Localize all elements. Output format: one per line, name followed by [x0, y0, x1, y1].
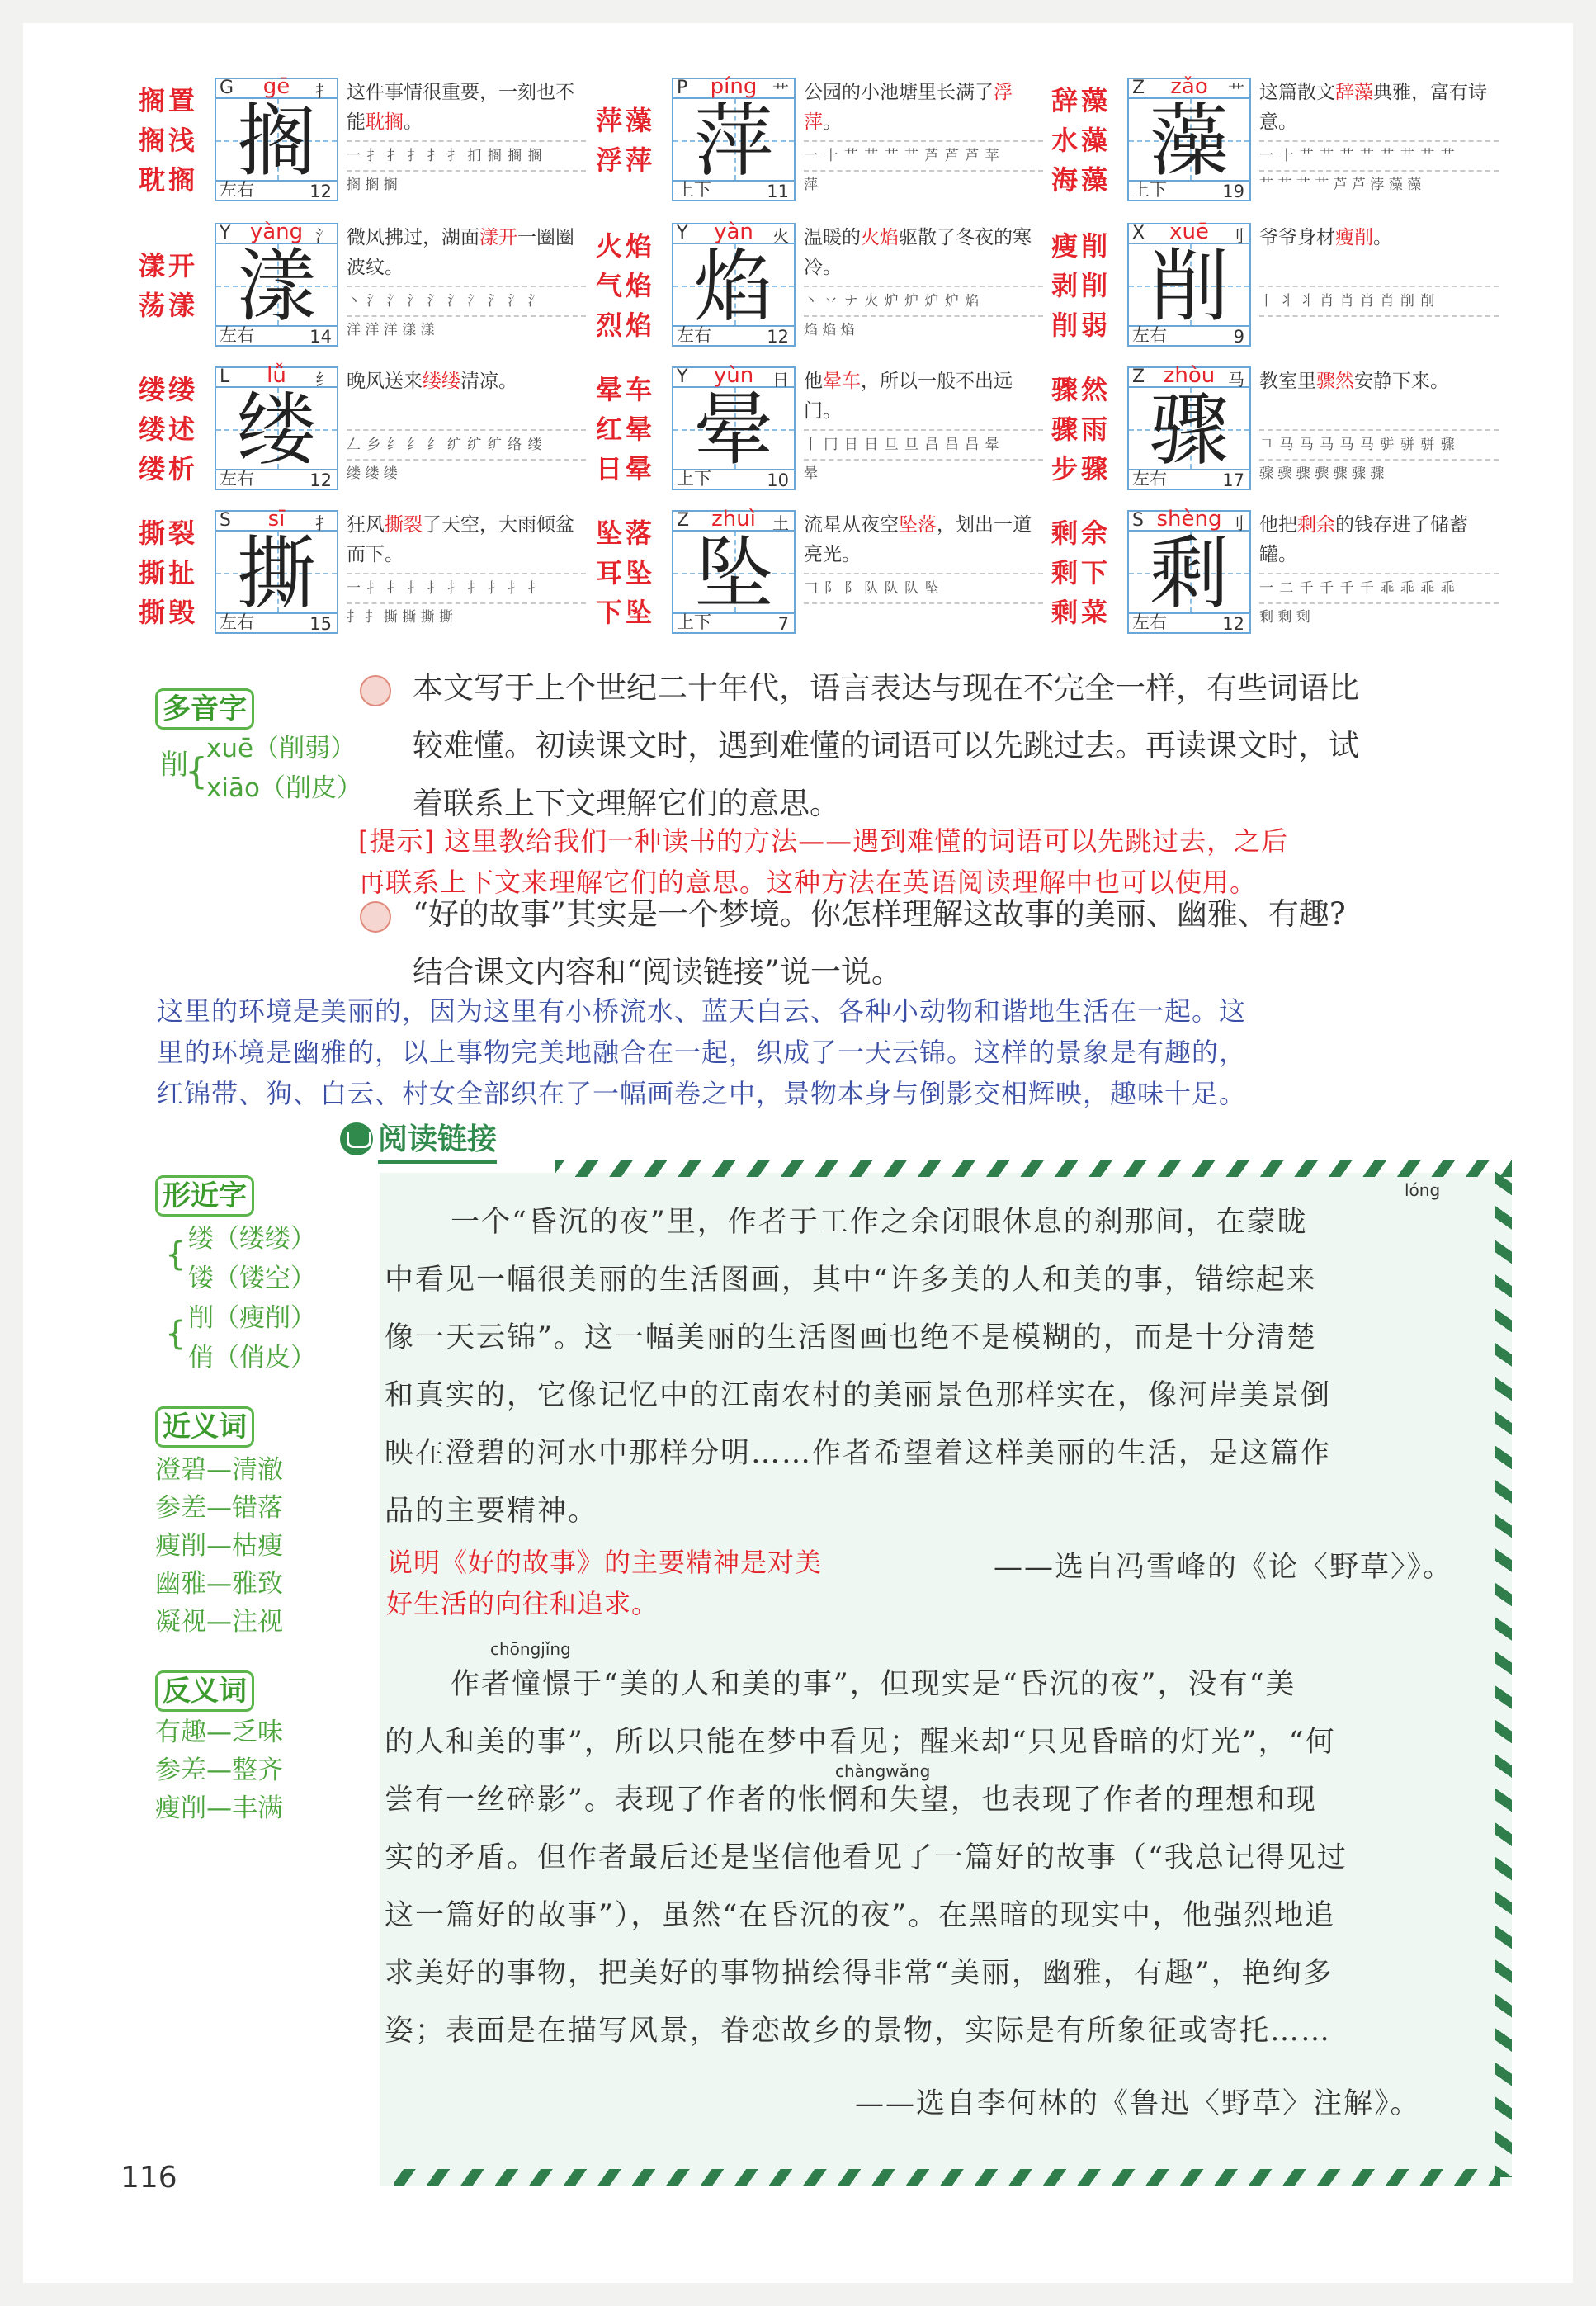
- word: 下坠: [596, 597, 656, 628]
- word: 水藻: [1051, 125, 1112, 156]
- word-list: [139, 366, 208, 492]
- word: 剩菜: [1051, 597, 1112, 628]
- initial: Y: [677, 366, 688, 387]
- word-list: [596, 223, 665, 348]
- tian-grid-box: [215, 363, 338, 490]
- stroke-order: 一 十 艹 艹 艹 艹 艹 艹 艹 艹: [1259, 140, 1499, 170]
- structure: 左右: [220, 325, 254, 345]
- example-sentence: 这件事情很重要，一刻也不能耽搁。: [347, 82, 574, 133]
- example-sentence: 公园的小池塘里长满了浮萍。: [804, 82, 1013, 133]
- example: [804, 510, 1043, 634]
- passage2-source: ——选自李何林的《鲁迅〈野草〉注解》。: [855, 2087, 1421, 2120]
- pinyin: zhòu: [1163, 363, 1216, 388]
- radical: 氵: [315, 226, 332, 246]
- tian-grid-box: [1127, 507, 1251, 634]
- example-sentence: 这篇散文辞藻典雅，富有诗意。: [1259, 82, 1487, 133]
- character: 缕: [237, 384, 316, 476]
- tian-grid-box: [672, 74, 796, 201]
- tian-grid-box: [1127, 220, 1251, 347]
- character-card: [1051, 74, 1497, 203]
- pinyin: shèng: [1156, 507, 1222, 532]
- structure: 左右: [1132, 612, 1167, 632]
- duoyinzi-char: 削: [160, 749, 188, 782]
- word: 骤雨: [1051, 413, 1112, 445]
- word: 浮萍: [596, 144, 656, 176]
- example-sentence: 他晕车，所以一般不出远门。: [804, 371, 1013, 422]
- brace: {: [165, 1315, 187, 1353]
- stroke-count: 12: [767, 327, 789, 347]
- pinyin: xuē: [1169, 220, 1209, 244]
- character-card: [139, 507, 584, 636]
- tian-grid-box: [672, 507, 796, 634]
- word: 海藻: [1051, 164, 1112, 196]
- structure: 左右: [1132, 325, 1167, 345]
- word: 荡漾: [139, 290, 199, 321]
- radical: 土: [772, 513, 789, 533]
- character: 藻: [1150, 95, 1229, 187]
- jinyici-tag: 近义词: [155, 1406, 254, 1448]
- answer-line-1: 这里的环境是美丽的，因为这里有小桥流水、蓝天白云、各种小动物和谐地生活在一起。这: [157, 995, 1247, 1027]
- structure: 上下: [1132, 180, 1167, 200]
- initial: S: [1132, 510, 1144, 531]
- page: [23, 23, 1573, 2283]
- tian-grid-box: [672, 363, 796, 490]
- structure: 上下: [677, 180, 711, 200]
- passage-line: 中看见一幅很美丽的生活图画，其中“许多美的人和美的事，错综起来: [385, 1264, 1317, 1297]
- stripe-border: [555, 1160, 1512, 1177]
- radical: 火: [772, 226, 789, 246]
- character-card: [596, 74, 1041, 203]
- question-icon: [360, 675, 391, 706]
- stroke-order: 𠃌 阝 阝 队 队 队 坠: [804, 573, 1043, 602]
- initial: Z: [1132, 78, 1145, 98]
- character: 搁: [237, 95, 316, 187]
- stroke-order: 𠃋 乡 纟 纟 纟 纩 纩 纩 络 缕: [347, 429, 586, 459]
- passage-line: 的人和美的事”，所以只能在梦中看见；醒来却“只见昏暗的灯光”，“何: [385, 1726, 1336, 1759]
- stroke-order: 缕 缕 缕: [347, 459, 586, 487]
- initial: Y: [677, 223, 688, 243]
- pinyin: gē: [262, 74, 290, 99]
- list-item: 幽雅—雅致: [155, 1569, 283, 1599]
- character-card: [1051, 220, 1497, 348]
- initial: P: [677, 78, 688, 98]
- character-card: [139, 74, 584, 203]
- initial: S: [220, 510, 231, 531]
- character: 骤: [1150, 384, 1229, 476]
- example-sentence: 教室里骤然安静下来。: [1259, 371, 1449, 392]
- radical: 扌: [315, 81, 332, 101]
- word: 辞藻: [1051, 85, 1112, 116]
- stroke-count: 10: [767, 470, 789, 490]
- passage-line: 这一篇好的故事”），虽然“在昏沉的夜”。在黑暗的现实中，他强烈地追: [385, 1899, 1336, 1932]
- tian-grid-box: [1127, 74, 1251, 201]
- stripe-border: [1495, 1170, 1512, 2177]
- passage-line: 品的主要精神。: [385, 1495, 599, 1528]
- stroke-order: [804, 602, 1043, 604]
- character: 坠: [694, 527, 773, 620]
- q1-line-2: 较难懂。初读课文时，遇到难懂的词语可以先跳过去。再读课文时，试: [413, 728, 1359, 763]
- pinyin: yàng: [249, 220, 304, 244]
- structure: 左右: [1132, 469, 1167, 489]
- stroke-order: 剩 剩 剩: [1259, 602, 1499, 631]
- example-sentence: 温暖的火焰驱散了冬夜的寒冷。: [804, 227, 1032, 278]
- passage-line: 实的矛盾。但作者最后还是坚信他看见了一篇好的故事（“我总记得见过: [385, 1841, 1348, 1874]
- character: 萍: [694, 95, 773, 187]
- tian-grid-box: [215, 74, 338, 201]
- answer-line-3: 红锦带、狗、白云、村女全部织在了一幅画卷之中，景物本身与倒影交相辉映，趣味十足。: [157, 1078, 1247, 1109]
- initial: G: [220, 78, 234, 98]
- tian-grid-box: [672, 220, 796, 347]
- list-item: 镂（镂空）: [188, 1264, 316, 1293]
- stroke-order: 扌 扌 撕 撕 撕 撕: [347, 602, 586, 631]
- list-item: 缕（缕缕）: [188, 1224, 316, 1254]
- word-list: [596, 510, 665, 636]
- fanyici-tag: 反义词: [155, 1670, 254, 1712]
- stroke-count: 19: [1222, 182, 1244, 201]
- passage-line: 尝有一丝碎影”。表现了作者的怅惘和失望，也表现了作者的理想和现: [385, 1784, 1317, 1817]
- example-sentence: 微风拂过，湖面漾开一圈圈波纹。: [347, 227, 574, 278]
- passage-line: 一个“昏沉的夜”里，作者于工作之余闭眼休息的刹那间，在蒙眬: [451, 1206, 1308, 1239]
- word-list: [596, 78, 665, 203]
- word: 缕析: [139, 453, 199, 484]
- passage-line: 像一天云锦”。这一幅美丽的生活图画也绝不是模糊的，而是十分清楚: [385, 1321, 1317, 1354]
- initial: Z: [1132, 366, 1145, 387]
- stroke-order: 骤 骤 骤 骤 骤 骤 骤: [1259, 459, 1499, 487]
- character-card: [596, 220, 1041, 348]
- brace: {: [165, 1236, 187, 1273]
- word: 火焰: [596, 230, 656, 262]
- stroke-count: 7: [777, 614, 789, 634]
- tian-grid-box: [215, 507, 338, 634]
- example: [804, 223, 1043, 347]
- character: 撕: [237, 527, 316, 620]
- q2-line-2: 结合课文内容和“阅读链接”说一说。: [413, 954, 902, 990]
- pinyin: sī: [267, 507, 286, 532]
- passage-line: 求美好的事物，把美好的事物描绘得非常“美丽，幽雅，有趣”，艳绚多: [385, 1957, 1334, 1990]
- stroke-order: 一 扌 扌 扌 扌 扌 扌 扌 扌 扌: [347, 573, 586, 602]
- stroke-order: 一 扌 扌 扌 扌 扌 扪 搁 搁 搁: [347, 140, 586, 170]
- pinyin: zǎo: [1170, 74, 1208, 99]
- word: 削弱: [1051, 310, 1112, 341]
- duoyinzi-reading-1: xuē（削弱）: [206, 734, 357, 763]
- structure: 上下: [677, 469, 711, 489]
- radical: 刂: [1228, 513, 1244, 533]
- word: 剩下: [1051, 557, 1112, 588]
- structure: 左右: [220, 612, 254, 632]
- page-number: 116: [120, 2161, 177, 2195]
- example: [1259, 366, 1499, 490]
- word-list: [139, 223, 208, 348]
- word: 气焰: [596, 270, 656, 301]
- example-sentence: 晚风送来缕缕清凉。: [347, 371, 517, 392]
- passage-line: 和真实的，它像记忆中的江南农村的美丽景色那样实在，像河岸美景倒: [385, 1379, 1332, 1412]
- word: 萍藻: [596, 105, 656, 136]
- stroke-order: 一 十 艹 艹 艹 艹 芦 芦 芦 苹: [804, 140, 1043, 170]
- example: [347, 78, 586, 201]
- list-item: 澄碧—清澈: [155, 1455, 283, 1485]
- passage1-note-1: 说明《好的故事》的主要精神是对美: [386, 1547, 823, 1578]
- initial: Y: [220, 223, 231, 243]
- stroke-count: 12: [309, 182, 332, 201]
- word-list: [1051, 223, 1121, 348]
- book-icon: [340, 1122, 373, 1155]
- character: 削: [1150, 240, 1229, 333]
- radical: 艹: [1228, 81, 1244, 101]
- stroke-order: 丨 冂 日 日 旦 旦 昌 昌 昌 晕: [804, 429, 1043, 459]
- structure: 左右: [220, 469, 254, 489]
- word: 撕毁: [139, 597, 199, 628]
- stroke-order: 晕: [804, 459, 1043, 487]
- brace: {: [185, 750, 208, 792]
- word-list: [139, 78, 208, 203]
- stroke-order: 丶 氵 氵 氵 氵 氵 氵 氵 氵 氵: [347, 286, 586, 315]
- word-list: [1051, 510, 1121, 636]
- duoyinzi-reading-2: xiāo（削皮）: [206, 773, 362, 803]
- passage1-note-2: 好生活的向往和追求。: [386, 1588, 659, 1619]
- word: 漾开: [139, 250, 199, 281]
- character-card: [1051, 507, 1497, 636]
- ruby-long: lóng: [1405, 1180, 1441, 1200]
- word: 耽搁: [139, 164, 199, 196]
- stroke-count: 12: [1222, 614, 1244, 634]
- word-list: [1051, 78, 1121, 203]
- stroke-order: 𠃍 马 马 马 马 马 骈 骈 骈 骤: [1259, 429, 1499, 459]
- word: 剥削: [1051, 270, 1112, 301]
- example: [804, 78, 1043, 201]
- example-sentence: 流星从夜空坠落，划出一道亮光。: [804, 514, 1032, 565]
- word: 坠落: [596, 517, 656, 549]
- list-item: 削（瘦削）: [188, 1303, 316, 1333]
- stroke-count: 12: [309, 470, 332, 490]
- word: 缕缕: [139, 374, 199, 405]
- word: 缕述: [139, 413, 199, 445]
- stroke-order: 搁 搁 搁: [347, 170, 586, 198]
- character-card: [1051, 363, 1497, 492]
- stroke-order: 一 二 千 千 千 千 乖 乖 乖 乖: [1259, 573, 1499, 602]
- example: [1259, 223, 1499, 347]
- radical: 刂: [1228, 226, 1244, 246]
- list-item: 俏（俏皮）: [188, 1343, 316, 1373]
- stroke-count: 17: [1222, 470, 1244, 490]
- reading-link-label: 阅读链接: [378, 1119, 497, 1164]
- stroke-order: 丶 丷 ナ 火 炉 炉 炉 炉 焰: [804, 286, 1043, 315]
- structure: 上下: [677, 612, 711, 632]
- tip-line-2: 再联系上下文来理解它们的意思。这种方法在英语阅读理解中也可以使用。: [358, 867, 1258, 898]
- word: 步骤: [1051, 453, 1112, 484]
- word: 耳坠: [596, 557, 656, 588]
- word: 剩余: [1051, 517, 1112, 549]
- q1-line-1: 本文写于上个世纪二十年代，语言表达与现在不完全一样，有些词语比: [413, 670, 1359, 706]
- character: 剩: [1150, 527, 1229, 620]
- reading-link-header: [340, 1119, 588, 1160]
- word: 日晕: [596, 453, 656, 484]
- stroke-order: 艹 艹 艹 艹 芦 芦 浡 藻 藻: [1259, 170, 1499, 198]
- structure: 左右: [220, 180, 254, 200]
- q2-line-1: “好的故事”其实是一个梦境。你怎样理解这故事的美丽、幽雅、有趣?: [413, 896, 1346, 932]
- question-icon: [360, 901, 391, 933]
- stroke-order: [1259, 315, 1499, 317]
- stroke-count: 14: [309, 327, 332, 347]
- example-sentence: 狂风撕裂了天空，大雨倾盆而下。: [347, 514, 574, 565]
- stripe-border: [394, 2169, 1500, 2186]
- pinyin: yùn: [713, 363, 754, 388]
- radical: 艹: [772, 81, 789, 101]
- example: [347, 366, 586, 490]
- q1-line-3: 着联系上下文理解它们的意思。: [413, 786, 840, 821]
- word-list: [1051, 366, 1121, 492]
- initial: Z: [677, 510, 690, 531]
- character: 焰: [694, 240, 773, 333]
- word: 瘦削: [1051, 230, 1112, 262]
- word-list: [596, 366, 665, 492]
- character: 晕: [694, 384, 773, 476]
- word-list: [139, 510, 208, 636]
- xingjinzi-tag: 形近字: [155, 1175, 254, 1217]
- passage-line: 姿；表面是在描写风景，眷恋故乡的景物，实际是有所象征或寄托……: [385, 2015, 1332, 2048]
- list-item: 瘦削—枯瘦: [155, 1531, 283, 1561]
- structure: 左右: [677, 325, 711, 345]
- word: 红晕: [596, 413, 656, 445]
- example: [1259, 78, 1499, 201]
- pinyin: yàn: [714, 220, 753, 244]
- duoyinzi-tag: 多音字: [155, 688, 254, 730]
- radical: 扌: [315, 513, 332, 533]
- word: 撕扯: [139, 557, 199, 588]
- passage-line: 作者憧憬于“美的人和美的事”，但现实是“昏沉的夜”，没有“美: [451, 1668, 1296, 1701]
- passage1-source: ——选自冯雪峰的《论〈野草〉》。: [994, 1551, 1454, 1584]
- example-sentence: 爷爷身材瘦削。: [1259, 227, 1392, 248]
- word: 骤然: [1051, 374, 1112, 405]
- stroke-count: 11: [767, 182, 789, 201]
- list-item: 有趣—乏味: [155, 1718, 283, 1747]
- word: 搁浅: [139, 125, 199, 156]
- word: 撕裂: [139, 517, 199, 549]
- list-item: 瘦削—丰满: [155, 1793, 283, 1823]
- character-card: [596, 363, 1041, 492]
- tian-grid-box: [215, 220, 338, 347]
- stroke-order: 丨 丬 丬 肖 肖 肖 肖 削 削: [1259, 286, 1499, 315]
- example: [1259, 510, 1499, 634]
- pinyin: zhuì: [711, 507, 756, 532]
- character-card: [596, 507, 1041, 636]
- example: [804, 366, 1043, 490]
- stroke-count: 15: [309, 614, 332, 634]
- list-item: 凝视—注视: [155, 1607, 283, 1637]
- tip-line-1: [提示] 这里教给我们一种读书的方法——遇到难懂的词语可以先跳过去，之后: [358, 825, 1289, 857]
- tian-grid-box: [1127, 363, 1251, 490]
- word: 烈焰: [596, 310, 656, 341]
- radical: 马: [1228, 370, 1244, 390]
- list-item: 参差—错落: [155, 1493, 283, 1523]
- word: 搁置: [139, 85, 199, 116]
- character-card: [139, 220, 584, 348]
- example: [347, 510, 586, 634]
- ruby-changwang: chàngwǎng: [835, 1761, 931, 1781]
- example-sentence: 他把剩余的钱存进了储蓄罐。: [1259, 514, 1468, 565]
- pinyin: píng: [710, 74, 758, 99]
- example: [347, 223, 586, 347]
- list-item: 参差—整齐: [155, 1755, 283, 1785]
- pinyin: lǚ: [267, 363, 286, 388]
- passage-line: 映在澄碧的河水中那样分明……作者希望着这样美丽的生活，是这篇作: [385, 1437, 1332, 1470]
- radical: 日: [772, 370, 789, 390]
- initial: X: [1132, 223, 1145, 243]
- word: 晕车: [596, 374, 656, 405]
- stroke-order: 洋 洋 洋 漾 漾: [347, 315, 586, 343]
- character: 漾: [237, 240, 316, 333]
- answer-line-2: 里的环境是幽雅的，以上事物完美地融合在一起，织成了一天云锦。这样的景象是有趣的，: [157, 1037, 1247, 1068]
- stroke-order: 萍: [804, 170, 1043, 198]
- ruby-chongjing: chōngjǐng: [490, 1639, 571, 1659]
- stroke-count: 9: [1233, 327, 1244, 347]
- initial: L: [220, 366, 230, 387]
- stroke-order: 焰 焰 焰: [804, 315, 1043, 343]
- character-card: [139, 363, 584, 492]
- radical: 纟: [315, 370, 332, 390]
